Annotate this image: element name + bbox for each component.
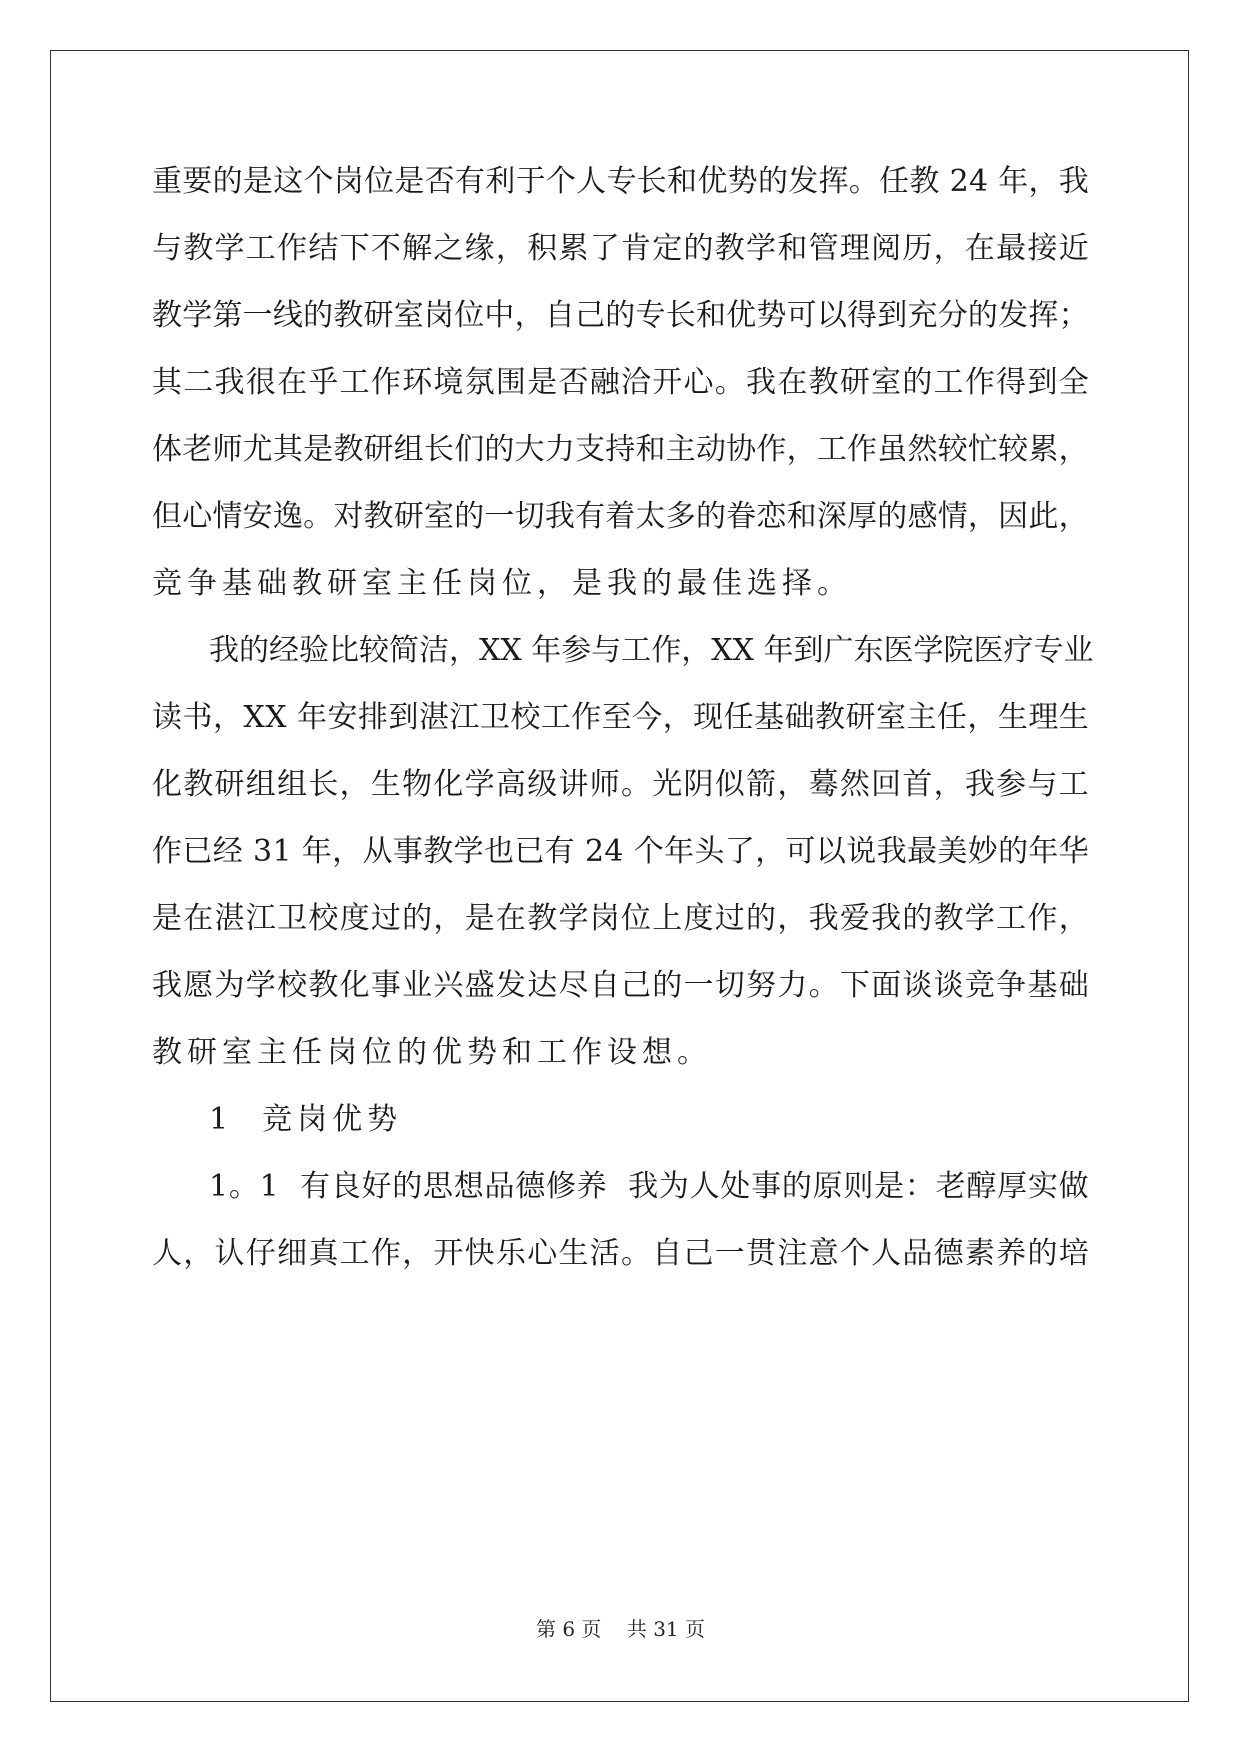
text-line: 竞争基础教研室主任岗位，是我的最佳选择。 [152, 566, 852, 601]
text-line: 我 愿 为 学 校 教 化 事 业 兴 盛 发 达 尽 自 己 的 一 切 努 力 。 下 面 谈 谈 竞 争 基 础 [152, 968, 1089, 1003]
text-line: 体 老 师 尤 其 是 教 研 组 长 们 的 大 力 支 持 和 主 动 协 作 ， 工 作 虽 然 较 忙 较 累 ， [152, 432, 1089, 467]
text-line: 人 ， 认 仔 细 真 工 作 ， 开 快 乐 心 生 活 。 自 己 一 贯 注 意 个 人 品 德 素 养 的 培 [152, 1236, 1089, 1271]
page-number-label: 第 6 页 共 31 页 [535, 1617, 706, 1641]
text-line: 作 已 经 3 1 年 ， 从 事 教 学 也 已 有 2 4 个 年 头 了 ， 可 以 说 我 最 美 妙 的 年 华 [152, 834, 1089, 869]
text-line: 化 教 研 组 组 长 ， 生 物 化 学 高 级 讲 师 。 光 阴 似 箭 ， 蓦 然 回 首 ， 我 参 与 工 [152, 767, 1089, 802]
text-line: 但 心 情 安 逸 。 对 教 研 室 的 一 切 我 有 着 太 多 的 眷 恋 和 深 厚 的 感 情 ， 因 此 ， [152, 499, 1089, 534]
section-heading: 1 竞岗优势 [209, 1102, 403, 1137]
text-line: 读 书 ， X X 年 安 排 到 湛 江 卫 校 工 作 至 今 ， 现 任 基 础 教 研 室 主 任 ， 生 理 生 [152, 700, 1089, 735]
page-footer [0, 1616, 1241, 1642]
text-line: 与 教 学 工 作 结 下 不 解 之 缘 ， 积 累 了 肯 定 的 教 学 和 管 理 阅 历 ， 在 最 接 近 [152, 231, 1089, 266]
text-line: 重 要 的 是 这 个 岗 位 是 否 有 利 于 个 人 专 长 和 优 势 的 发 挥 。 任 教 2 4 年 ， 我 [152, 164, 1089, 199]
text-line: 其 二 我 很 在 乎 工 作 环 境 氛 围 是 否 融 洽 开 心 。 我 在 教 研 室 的 工 作 得 到 全 [152, 365, 1089, 400]
text-line: 教 学 第 一 线 的 教 研 室 岗 位 中 ， 自 己 的 专 长 和 优 势 可 以 得 到 充 分 的 发 挥 ； [152, 298, 1089, 333]
text-line: 是 在 湛 江 卫 校 度 过 的 ， 是 在 教 学 岗 位 上 度 过 的 ， 我 爱 我 的 教 学 工 作 ， [152, 901, 1089, 936]
subsection-heading-line: 1 。 1 有 良 好 的 思 想 品 德 修 养 我 为 人 处 事 的 原 则 是 ： 老 醇 厚 实 做 [209, 1169, 1089, 1204]
paragraph-first-line: 我 的 经 验 比 较 简 洁 ， X X 年 参 与 工 作 ， X X 年 到 广 东 医 学 院 医 疗 专 业 [209, 633, 1094, 668]
text-line: 教研室主任岗位的优势和工作设想。 [152, 1035, 712, 1070]
